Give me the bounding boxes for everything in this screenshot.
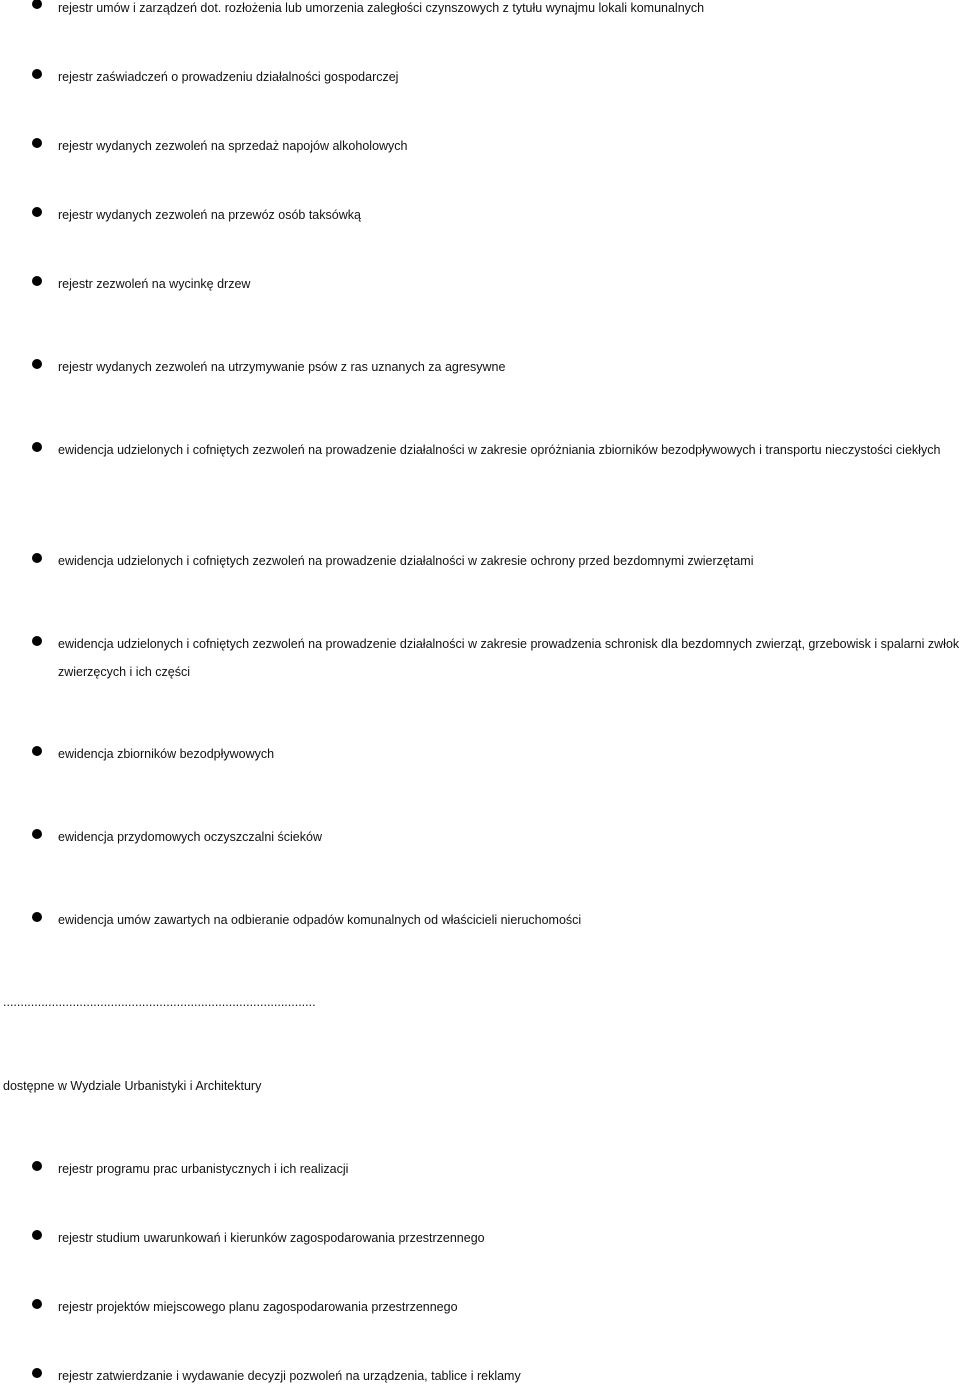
- list-item-text: ewidencja udzielonych i cofniętych zezwoleń na prowadzenie działalności w zakresie prowadzenia schronisk dla bezdomnych zwierząt, grzebowisk i spalarni zwłok zwierzęcych i ich części: [58, 637, 960, 679]
- list-item-text: rejestr wydanych zezwoleń na przewóz osób taksówką: [58, 208, 361, 222]
- list-item-text: ewidencja przydomowych oczyszczalni ścieków: [58, 830, 322, 844]
- bullet-icon: [32, 912, 42, 922]
- list-item-text: rejestr zaświadczeń o prowadzeniu działalności gospodarczej: [58, 70, 399, 84]
- list-item-text: rejestr programu prac urbanistycznych i ich realizacji: [58, 1162, 349, 1176]
- list-item-text: rejestr zatwierdzanie i wydawanie decyzji pozwoleń na urządzenia, tablice i reklamy: [58, 1369, 521, 1383]
- separator-dots: ..........................................................................................: [3, 995, 316, 1009]
- list-item-text: rejestr wydanych zezwoleń na utrzymywanie psów z ras uznanych za agresywne: [58, 360, 506, 374]
- bullet-icon: [32, 1299, 42, 1309]
- list-item-text: ewidencja umów zawartych na odbieranie odpadów komunalnych od właścicieli nieruchomości: [58, 913, 582, 927]
- bullet-icon: [32, 746, 42, 756]
- list-item-text: ewidencja udzielonych i cofniętych zezwoleń na prowadzenie działalności w zakresie opróżniania zbiorników bezodpływowych i transportu nieczystości ciekłych: [58, 443, 941, 457]
- bullet-icon: [32, 553, 42, 563]
- bullet-icon: [32, 276, 42, 286]
- bullet-icon: [32, 636, 42, 646]
- list-item-text: rejestr wydanych zezwoleń na sprzedaż napojów alkoholowych: [58, 139, 408, 153]
- list-item-text: ewidencja zbiorników bezodpływowych: [58, 747, 275, 761]
- bullet-icon: [32, 1368, 42, 1378]
- bullet-icon: [32, 207, 42, 217]
- list-item-text: rejestr projektów miejscowego planu zagospodarowania przestrzennego: [58, 1300, 458, 1314]
- section-heading: dostępne w Wydziale Urbanistyki i Architektury: [3, 1079, 262, 1093]
- bullet-icon: [32, 1230, 42, 1240]
- list-item-text: rejestr umów i zarządzeń dot. rozłożenia lub umorzenia zaległości czynszowych z tytułu wynajmu lokali komunalnych: [58, 1, 705, 15]
- bullet-icon: [32, 442, 42, 452]
- bullet-icon: [32, 69, 42, 79]
- list-item-text: ewidencja udzielonych i cofniętych zezwoleń na prowadzenie działalności w zakresie ochrony przed bezdomnymi zwierzętami: [58, 554, 754, 568]
- bullet-icon: [32, 138, 42, 148]
- list-item-text: rejestr studium uwarunkowań i kierunków zagospodarowania przestrzennego: [58, 1231, 485, 1245]
- list-item-text: rejestr zezwoleń na wycinkę drzew: [58, 277, 251, 291]
- bullet-icon: [32, 359, 42, 369]
- bullet-icon: [32, 1161, 42, 1171]
- bullet-icon: [32, 0, 42, 9]
- bullet-icon: [32, 829, 42, 839]
